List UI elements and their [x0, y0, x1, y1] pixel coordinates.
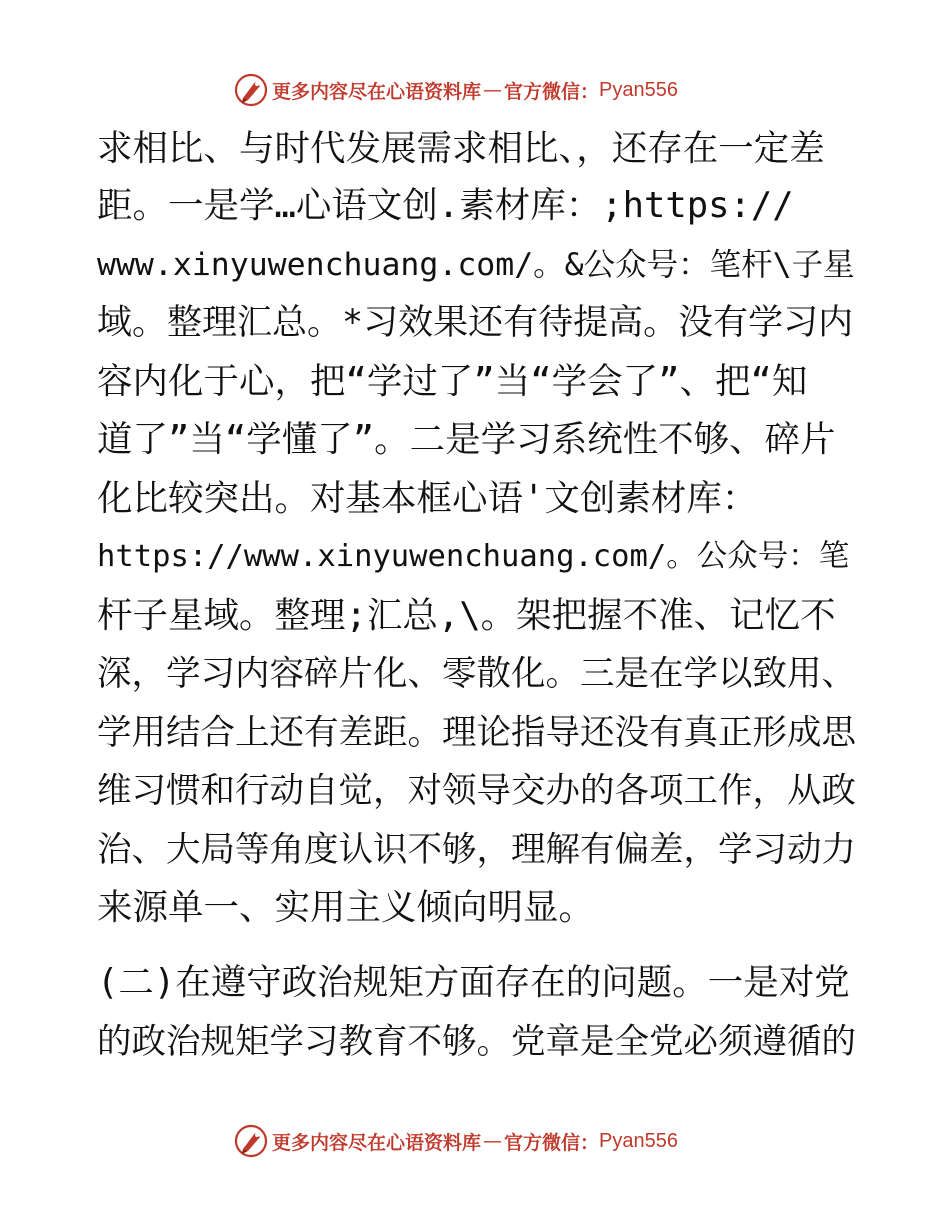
body-line: 距。一是学…心语文创.素材库：;https://	[97, 185, 794, 226]
body-line: https://www.xinyuwenchuang.com/。公众号：笔	[97, 539, 850, 574]
body-line: 求相比、与时代发展需求相比、，还存在一定差	[97, 128, 825, 169]
body-line: 容内化于心，把“学过了”当“学会了”、把“知	[97, 361, 808, 402]
body-line: 来源单一、实用主义倾向明显。	[97, 887, 595, 928]
body-line: 治、大局等角度认识不够，理解有偏差，学习动力	[97, 830, 856, 870]
banner-wechat-id: Pyan556	[599, 78, 678, 101]
pen-logo-icon	[234, 73, 268, 107]
body-line: 的政治规矩学习教育不够。党章是全党必须遵循的	[97, 1022, 856, 1062]
banner-slogan: 更多内容尽在心语资料库	[272, 80, 482, 103]
header-banner	[234, 70, 678, 110]
body-line: 学用结合上还有差距。理论指导还没有真正形成思	[97, 713, 856, 753]
body-line: 域。整理汇总。*习效果还有待提高。没有学习内	[97, 303, 854, 343]
body-line: 道了”当“学懂了”。二是学习系统性不够、碎片	[97, 419, 836, 460]
banner-dash: —	[483, 1130, 503, 1152]
banner-wechat-id: Pyan556	[599, 1129, 678, 1152]
banner-wechat-label: 官方微信：	[504, 80, 600, 103]
body-line: 化比较突出。对基本框心语'文创素材库：	[97, 478, 758, 519]
banner-wechat-label: 官方微信：	[504, 1131, 600, 1154]
body-line: 维习惯和行动自觉，对领导交办的各项工作，从政	[97, 771, 856, 811]
footer-banner	[234, 1121, 678, 1161]
body-line: (二)在遵守政治规矩方面存在的问题。一是对党	[97, 962, 850, 1003]
body-line: 深，学习内容碎片化、零散化。三是在学以致用、	[97, 654, 856, 694]
body-line: 杆子星域。整理;汇总,\。架把握不准、记忆不	[97, 595, 836, 636]
banner-slogan: 更多内容尽在心语资料库	[272, 1131, 482, 1154]
banner-dash: —	[483, 79, 503, 101]
pen-logo-icon	[234, 1124, 268, 1158]
body-line: www.xinyuwenchuang.com/。&公众号：笔杆\子星	[97, 247, 855, 283]
